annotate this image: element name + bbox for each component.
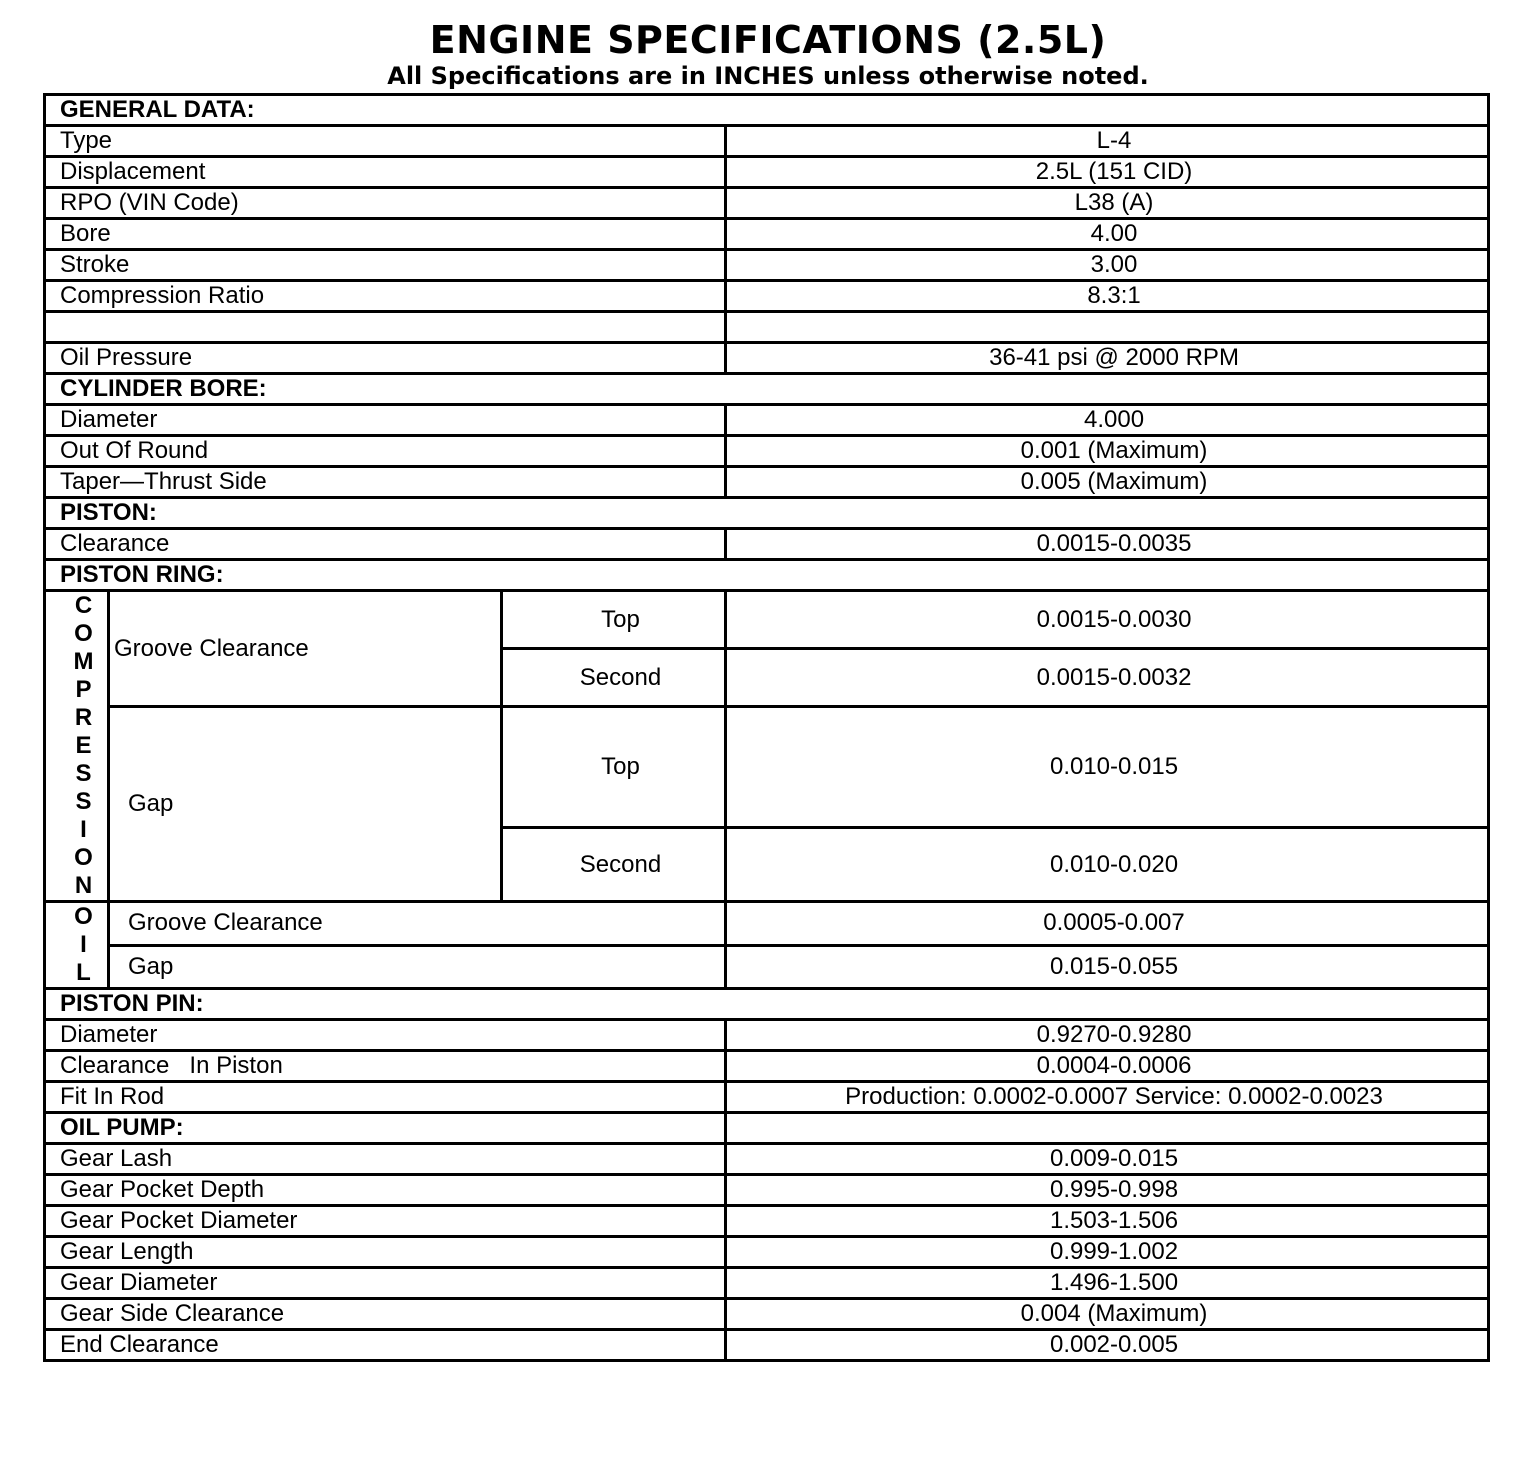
- section-header-row: [45, 560, 1489, 591]
- letter: N: [74, 872, 93, 899]
- spec-label: Gear Pocket Diameter: [45, 1206, 726, 1237]
- spec-value: 0.004 (Maximum): [726, 1299, 1489, 1330]
- spec-value: 0.995-0.998: [726, 1175, 1489, 1206]
- letter: S: [75, 788, 92, 815]
- spec-table: [43, 93, 1490, 1362]
- section-heading-piston-ring: PISTON RING:: [45, 560, 1489, 591]
- section-heading-oil-pump: OIL PUMP:: [45, 1113, 726, 1144]
- spec-value: 0.999-1.002: [726, 1237, 1489, 1268]
- spec-label: Groove Clearance: [109, 591, 502, 707]
- spec-value: 0.010-0.015: [726, 707, 1489, 828]
- table-row: [45, 405, 1489, 436]
- letter: M: [73, 648, 94, 675]
- table-row: [45, 707, 1489, 828]
- spec-value: 0.002-0.005: [726, 1330, 1489, 1361]
- spec-sublabel: Second: [502, 649, 726, 707]
- spec-value: 1.503-1.506: [726, 1206, 1489, 1237]
- spec-value: 0.010-0.020: [726, 828, 1489, 902]
- spec-label: Gear Lash: [45, 1144, 726, 1175]
- table-row: [45, 1206, 1489, 1237]
- oil-vertical-label: [45, 902, 109, 989]
- spec-value: 36-41 psi @ 2000 RPM: [726, 343, 1489, 374]
- spec-label: Clearance In Piston: [45, 1051, 726, 1082]
- letter: P: [75, 676, 92, 703]
- spec-sublabel: Top: [502, 707, 726, 828]
- spec-label: [45, 312, 726, 343]
- spec-label: Displacement: [45, 157, 726, 188]
- table-row: [45, 591, 1489, 649]
- spec-label: Compression Ratio: [45, 281, 726, 312]
- letter: I: [80, 816, 87, 843]
- table-row: [45, 157, 1489, 188]
- spec-label: Bore: [45, 219, 726, 250]
- table-row: [45, 529, 1489, 560]
- spec-label: Clearance: [45, 529, 726, 560]
- letter: S: [75, 760, 92, 787]
- letter: O: [74, 620, 93, 647]
- spec-value: L38 (A): [726, 188, 1489, 219]
- table-row: [45, 219, 1489, 250]
- spec-value: Production: 0.0002-0.0007 Service: 0.0002-0.0023: [726, 1082, 1489, 1113]
- table-row: [45, 1082, 1489, 1113]
- spec-value: L-4: [726, 126, 1489, 157]
- section-header-row: [45, 1113, 1489, 1144]
- letter: O: [74, 844, 93, 871]
- spec-value: 0.9270-0.9280: [726, 1020, 1489, 1051]
- table-row: [45, 467, 1489, 498]
- spec-label: Fit In Rod: [45, 1082, 726, 1113]
- section-header-row: [45, 498, 1489, 529]
- letter: C: [74, 592, 93, 619]
- section-heading-general: GENERAL DATA:: [45, 95, 1489, 126]
- table-row: [45, 343, 1489, 374]
- page-title: ENGINE SPECIFICATIONS (2.5L): [429, 18, 1107, 62]
- table-row: [45, 1051, 1489, 1082]
- spec-label: Gap: [109, 707, 502, 902]
- table-row: [45, 1144, 1489, 1175]
- spec-label: Gear Side Clearance: [45, 1299, 726, 1330]
- section-header-row: [45, 989, 1489, 1020]
- page-subtitle: All Specifications are in INCHES unless otherwise noted.: [387, 62, 1149, 90]
- table-row: [45, 902, 1489, 946]
- spec-label: Taper—Thrust Side: [45, 467, 726, 498]
- spec-label: Gear Diameter: [45, 1268, 726, 1299]
- table-row: [45, 312, 1489, 343]
- spec-value: 0.0004-0.0006: [726, 1051, 1489, 1082]
- spec-value: 0.0015-0.0035: [726, 529, 1489, 560]
- letter: E: [75, 732, 92, 759]
- table-row: [45, 1020, 1489, 1051]
- spec-value: 0.015-0.055: [726, 945, 1489, 989]
- letter: O: [74, 903, 93, 930]
- letter: R: [74, 704, 93, 731]
- section-heading-cylinder-bore: CYLINDER BORE:: [45, 374, 1489, 405]
- table-row: [45, 1175, 1489, 1206]
- table-row: [45, 1268, 1489, 1299]
- spec-value: 0.005 (Maximum): [726, 467, 1489, 498]
- letter: L: [76, 959, 91, 986]
- spec-label: Diameter: [45, 405, 726, 436]
- spec-value: 4.000: [726, 405, 1489, 436]
- spec-value: 8.3:1: [726, 281, 1489, 312]
- table-row: [45, 436, 1489, 467]
- spec-label: Gear Pocket Depth: [45, 1175, 726, 1206]
- spec-label: Diameter: [45, 1020, 726, 1051]
- letter: I: [80, 931, 87, 958]
- table-row: [45, 1330, 1489, 1361]
- table-row: [45, 1237, 1489, 1268]
- table-row: [45, 250, 1489, 281]
- spec-value: 0.0015-0.0032: [726, 649, 1489, 707]
- table-row: [45, 188, 1489, 219]
- section-header-row: [45, 374, 1489, 405]
- spec-value: 3.00: [726, 250, 1489, 281]
- spec-value: 2.5L (151 CID): [726, 157, 1489, 188]
- table-row: [45, 1299, 1489, 1330]
- spec-value: 4.00: [726, 219, 1489, 250]
- section-heading-piston-pin: PISTON PIN:: [45, 989, 1489, 1020]
- spec-value-empty: [726, 1113, 1489, 1144]
- compression-vertical-label: [45, 591, 109, 902]
- spec-value: 0.001 (Maximum): [726, 436, 1489, 467]
- spec-label: End Clearance: [45, 1330, 726, 1361]
- section-heading-piston: PISTON:: [45, 498, 1489, 529]
- spec-label: Groove Clearance: [109, 902, 726, 946]
- table-row: [45, 281, 1489, 312]
- spec-value: [726, 312, 1489, 343]
- spec-value: 0.0005-0.007: [726, 902, 1489, 946]
- spec-label: Oil Pressure: [45, 343, 726, 374]
- spec-value: 1.496-1.500: [726, 1268, 1489, 1299]
- spec-label: Gear Length: [45, 1237, 726, 1268]
- section-header-row: [45, 95, 1489, 126]
- spec-label: Gap: [109, 945, 726, 989]
- spec-value: 0.009-0.015: [726, 1144, 1489, 1175]
- spec-sublabel: Top: [502, 591, 726, 649]
- table-row: [45, 945, 1489, 989]
- spec-label: Stroke: [45, 250, 726, 281]
- spec-label: Type: [45, 126, 726, 157]
- spec-sublabel: Second: [502, 828, 726, 902]
- spec-label: Out Of Round: [45, 436, 726, 467]
- spec-label: RPO (VIN Code): [45, 188, 726, 219]
- spec-value: 0.0015-0.0030: [726, 591, 1489, 649]
- table-row: [45, 126, 1489, 157]
